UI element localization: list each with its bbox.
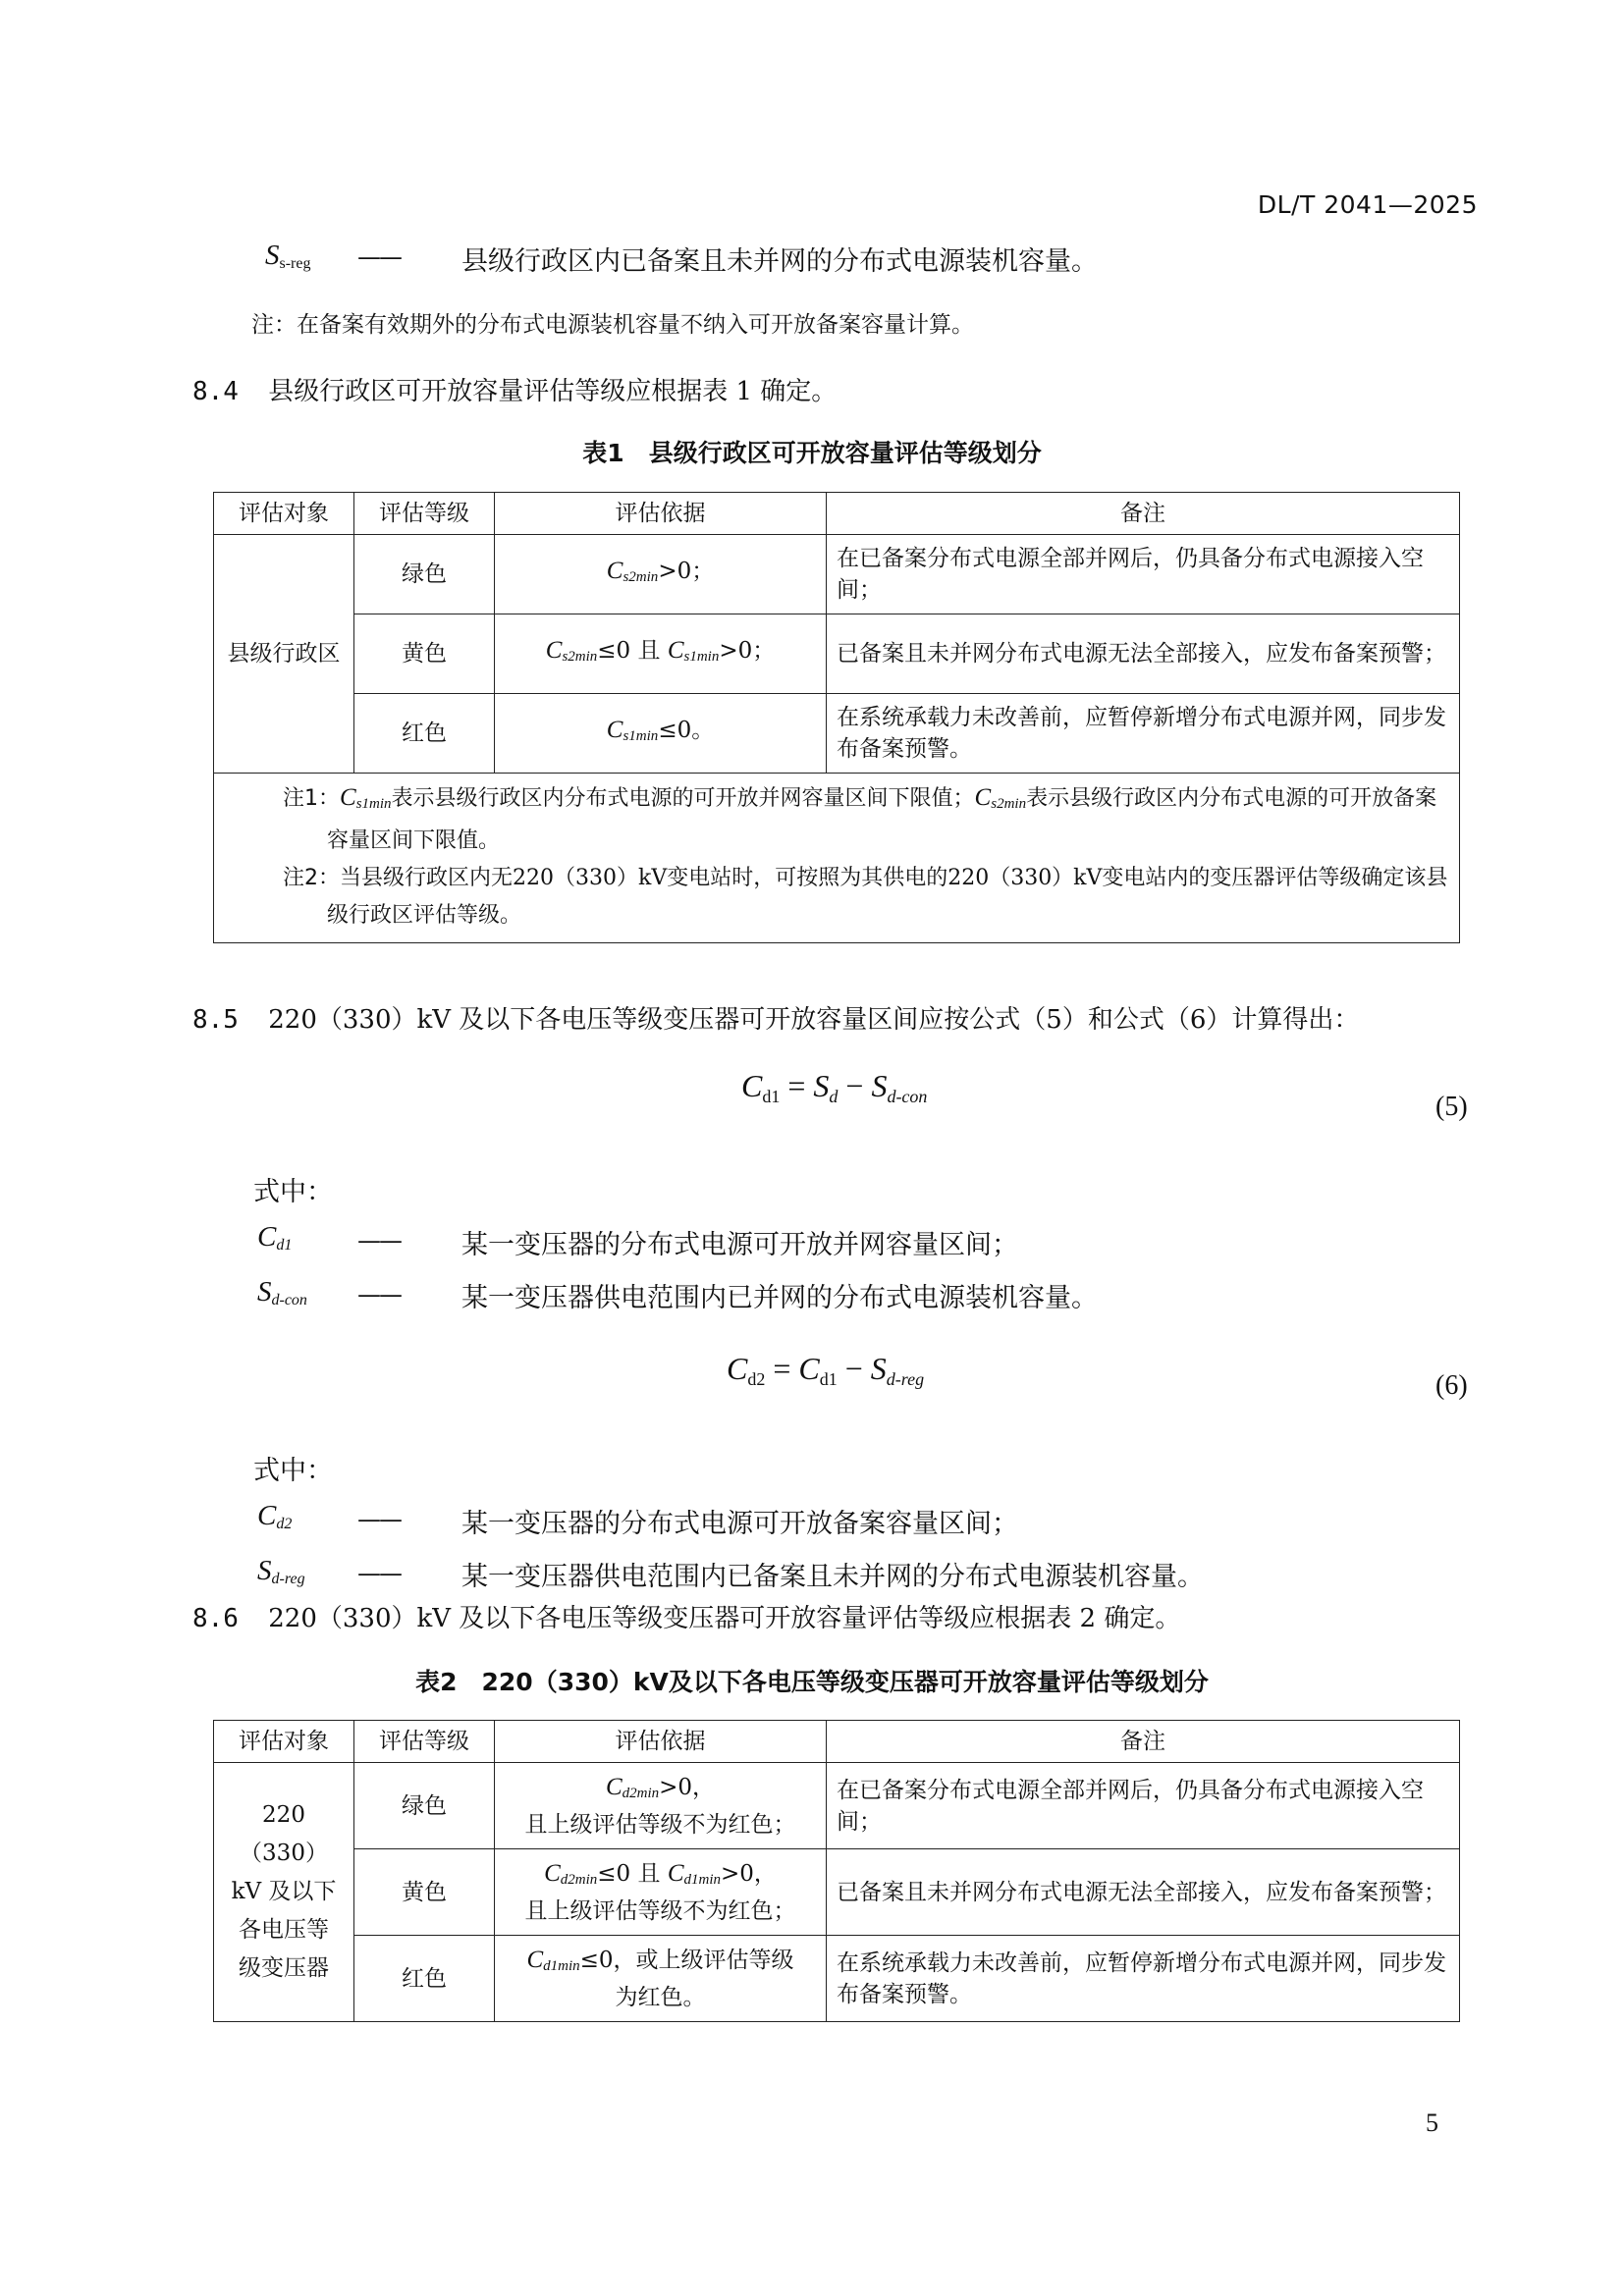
- table-header: 评估依据: [495, 1721, 827, 1763]
- basis-cell: $C_{d2min}\le 0$ 且 $C_{d1min}>0$， 且上级评估等级不为红色；: [495, 1849, 827, 1936]
- table-row: [214, 1936, 1460, 2022]
- formula-6: $C_{d2} = C_{d1} - S_{d-reg}$: [727, 1351, 925, 1389]
- remark-cell: 在系统承载力未改善前，应暂停新增分布式电源并网，同步发布备案预警。: [827, 694, 1460, 774]
- equation-number-5: (5): [1435, 1092, 1468, 1122]
- definition-text: 某一变压器供电范围内已并网的分布式电源装机容量。: [461, 1283, 1098, 1313]
- remark-cell: 已备案且未并网分布式电源无法全部接入，应发布备案预警；: [827, 614, 1460, 694]
- formula-5: $C_{d1} = S_d - S_{d-con}$: [741, 1068, 928, 1106]
- definition-s-reg: [265, 240, 310, 273]
- level-yellow: 黄色: [354, 614, 495, 694]
- table-row: [214, 535, 1460, 614]
- assessment-object: 县级行政区: [214, 535, 354, 774]
- definition-dash: ——: [357, 1227, 401, 1255]
- document-code: DL/T 2041—2025: [1257, 190, 1478, 219]
- definition-c-d1: $C_{d1}$: [257, 1221, 293, 1254]
- clause-text: 220（330）kV 及以下各电压等级变压器可开放容量评估等级应根据表 2 确定。: [268, 1604, 1181, 1633]
- table1-note-2: 注2：当县级行政区内无220（330）kV变电站时，可按照为其供电的220（330）kV变电站内的变压器评估等级确定该县级行政区评估等级。: [283, 866, 1448, 928]
- table1-notes: [214, 774, 1460, 943]
- table-header: 评估对象: [214, 1721, 354, 1763]
- assessment-object: 220（330） kV 及以下 各电压等 级变压器: [214, 1763, 354, 2022]
- table1-note-1: 注1：$C_{s1min}$表示县级行政区内分布式电源的可开放并网容量区间下限值；$C_{s2min}$表示县级行政区内分布式电源的可开放备案容量区间下限值。: [283, 784, 1437, 853]
- remark-cell: 在已备案分布式电源全部并网后，仍具备分布式电源接入空间；: [827, 1763, 1460, 1849]
- where-label: 式中：: [253, 1177, 333, 1207]
- definition-dash: ——: [357, 243, 401, 271]
- where-label: 式中：: [253, 1456, 333, 1486]
- clause-number: 8.6: [192, 1604, 239, 1633]
- remark-cell: 在系统承载力未改善前，应暂停新增分布式电源并网，同步发布备案预警。: [827, 1936, 1460, 2022]
- definition-dash: ——: [357, 1560, 401, 1587]
- table-row: [214, 1763, 1460, 1849]
- table-row: [214, 694, 1460, 774]
- table2-caption: 表2 220（330）kV及以下各电压等级变压器可开放容量评估等级划分: [415, 1668, 1209, 1696]
- definition-c-d2: $C_{d2}$: [257, 1500, 293, 1532]
- table2: [213, 1720, 1460, 2022]
- level-red: 红色: [354, 1936, 495, 2022]
- table-header: 评估依据: [495, 493, 827, 535]
- basis-cell: $C_{s2min}>0$；: [495, 535, 827, 614]
- definition-dash: ——: [357, 1506, 401, 1533]
- basis-cell: $C_{d2min}>0$， 且上级评估等级不为红色；: [495, 1763, 827, 1849]
- clause-8-6: [192, 1598, 1180, 1634]
- definition-text: 县级行政区内已备案且未并网的分布式电源装机容量。: [461, 246, 1098, 277]
- table-row: [214, 1849, 1460, 1936]
- page-number: 5: [1426, 2109, 1438, 2137]
- table1-notes-row: [214, 774, 1460, 943]
- definition-text: 某一变压器供电范围内已备案且未并网的分布式电源装机容量。: [461, 1562, 1204, 1592]
- table-header: 备注: [827, 1721, 1460, 1763]
- level-green: 绿色: [354, 535, 495, 614]
- definition-text: 某一变压器的分布式电源可开放并网容量区间；: [461, 1230, 1018, 1260]
- clause-text: 220（330）kV 及以下各电压等级变压器可开放容量区间应按公式（5）和公式（6）计算得出：: [268, 1005, 1360, 1035]
- table1-caption: 表1 县级行政区可开放容量评估等级划分: [582, 439, 1042, 467]
- table-row: [214, 614, 1460, 694]
- basis-cell: $C_{d1min}\le 0$，或上级评估等级 为红色。: [495, 1936, 827, 2022]
- note-label: 注：: [251, 312, 297, 338]
- clause-number: 8.4: [192, 377, 239, 406]
- clause-8-5: [192, 999, 1359, 1036]
- table-header: 评估等级: [354, 493, 495, 535]
- definition-dash: ——: [357, 1281, 401, 1308]
- definition-text: 某一变压器的分布式电源可开放备案容量区间；: [461, 1509, 1018, 1539]
- clause-text: 县级行政区可开放容量评估等级应根据表 1 确定。: [268, 377, 838, 406]
- table-header: 评估等级: [354, 1721, 495, 1763]
- level-red: 红色: [354, 694, 495, 774]
- table1-header-row: [214, 493, 1460, 535]
- clause-number: 8.5: [192, 1005, 239, 1035]
- definition-s-d-con: $S_{d-con}$: [257, 1276, 307, 1308]
- level-green: 绿色: [354, 1763, 495, 1849]
- note-text: 在备案有效期外的分布式电源装机容量不纳入可开放备案容量计算。: [297, 312, 974, 338]
- remark-cell: 已备案且未并网分布式电源无法全部接入，应发布备案预警；: [827, 1849, 1460, 1936]
- basis-cell: $C_{s2min}\le 0$ 且 $C_{s1min}>0$；: [495, 614, 827, 694]
- table2-header-row: [214, 1721, 1460, 1763]
- basis-cell: $C_{s1min}\le 0$。: [495, 694, 827, 774]
- note-top: [251, 306, 974, 339]
- symbol-subscript: s-reg: [279, 255, 311, 272]
- level-yellow: 黄色: [354, 1849, 495, 1936]
- table1: [213, 492, 1460, 943]
- equation-number-6: (6): [1435, 1370, 1468, 1401]
- table-header: 评估对象: [214, 493, 354, 535]
- clause-8-4: [192, 371, 837, 407]
- remark-cell: 在已备案分布式电源全部并网后，仍具备分布式电源接入空间；: [827, 535, 1460, 614]
- table-header: 备注: [827, 493, 1460, 535]
- definition-s-d-reg: $S_{d-reg}$: [257, 1555, 305, 1587]
- symbol: S: [265, 240, 280, 271]
